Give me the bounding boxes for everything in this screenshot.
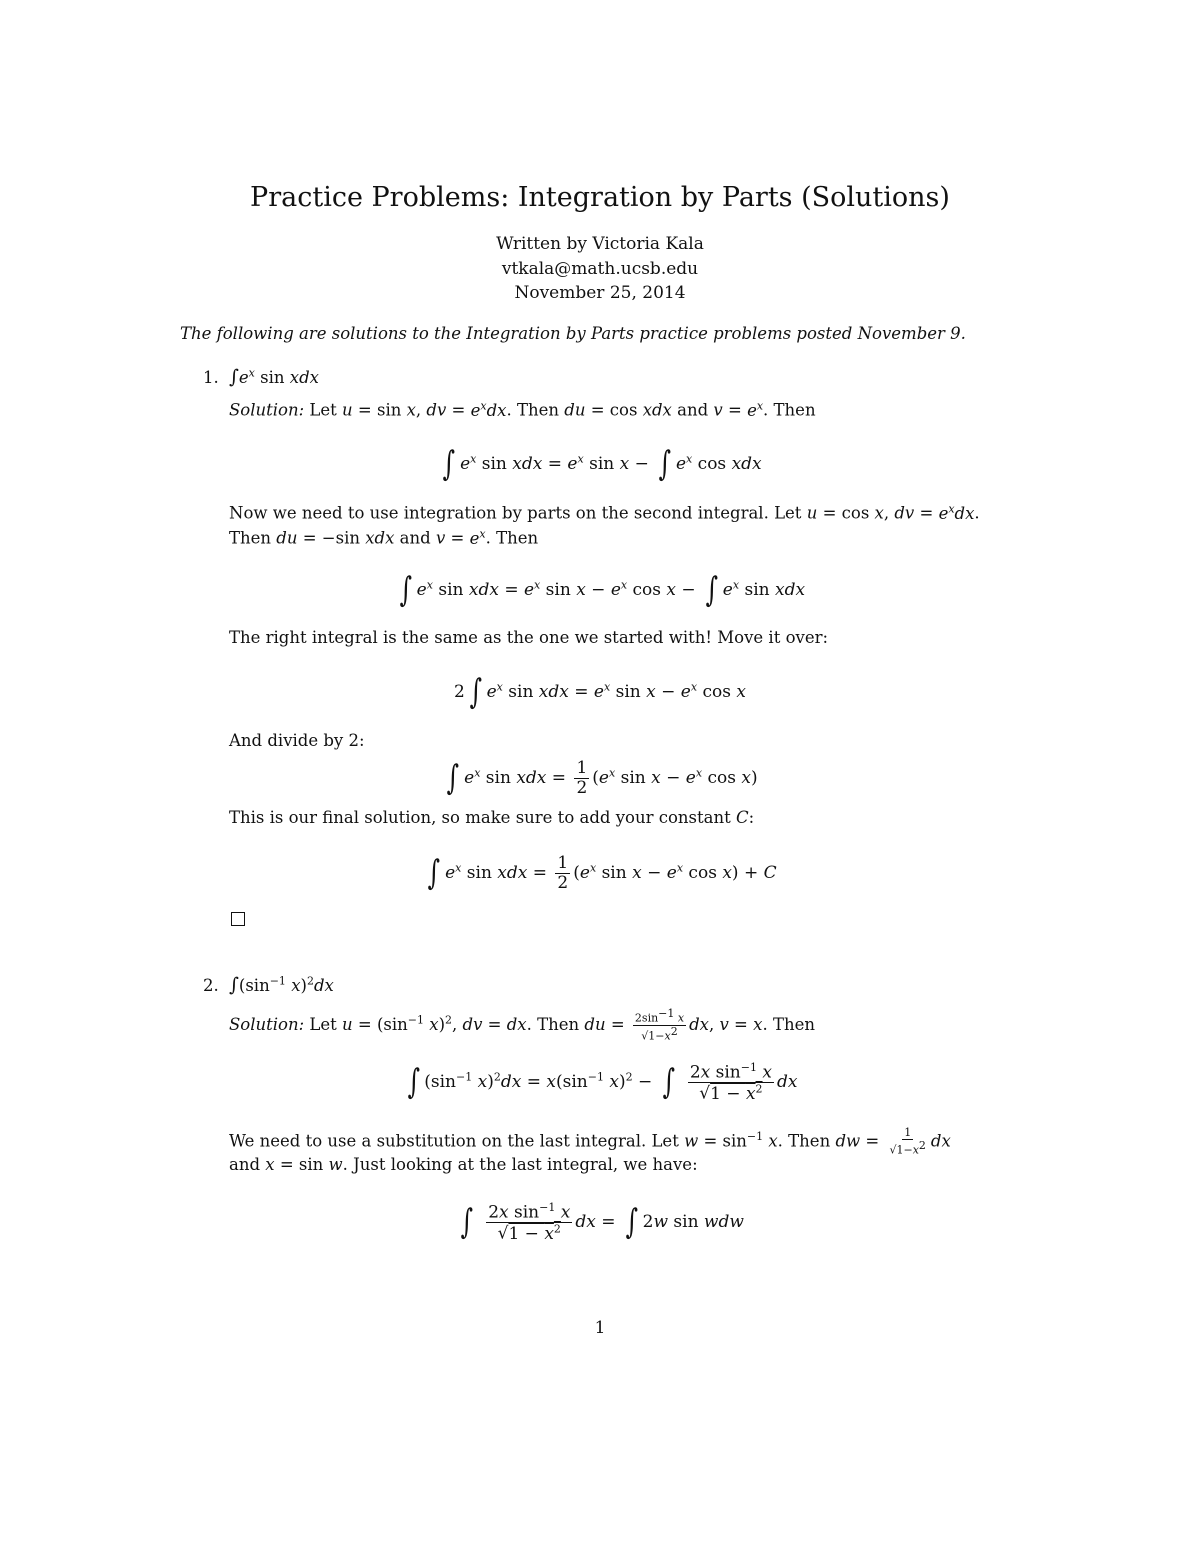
then-word: Then: [788, 1131, 831, 1151]
let-word: Let: [309, 400, 337, 420]
page-number: 1: [594, 1318, 606, 1338]
text-now: Now we need to use integration by parts on the second integral. Let: [229, 503, 802, 523]
problem-2-statement: $\int(\sin^{-1}$ x)$^2$dx: [229, 974, 334, 996]
problem-1-text-then: Then du = −sin xdx and $v = e^x$. Then: [229, 527, 539, 548]
problem-2-number: 2.: [203, 976, 219, 995]
text-substitution: We need to use a substitution on the last integral. Let: [229, 1131, 679, 1151]
problem-1-text-divide: And divide by 2:: [229, 731, 365, 750]
then-word: Then: [773, 400, 816, 420]
problem-1-text-now: Now we need to use integration by parts on the second integral. Let u = cos x, dv = $e^xdx$.: [229, 502, 980, 523]
equation-1d: ∫ $e^x$ sin xdx = $\frac{1}{2}$ ($e^x$ $\sin x - e^x$ cos x): [447, 758, 758, 798]
then-word: Then: [229, 528, 272, 548]
problem-1-text-right-integral: The right integral is the same as the one we started with! Move it over:: [229, 628, 829, 647]
author-email: vtkala@math.ucsb.edu: [501, 259, 699, 279]
intro-paragraph: The following are solutions to the Integration by Parts practice problems posted November 9.: [180, 324, 966, 343]
equation-1e: ∫ $e^x$ sin xdx = $\frac{1}{2}$ ($e^x$ $\sin x - e^x$ cos x) + C: [428, 853, 777, 893]
author-line: Written by Victoria Kala: [496, 234, 704, 254]
problem-1-number: 1.: [203, 368, 219, 387]
then-word: Then: [517, 400, 560, 420]
then-word: Then: [496, 528, 539, 548]
equation-1c: 2 ∫ $e^x$ sin xdx = $e^x$ $\sin x - e^x$ cos x: [454, 672, 746, 712]
problem-2-solution-line: Solution: Let $u = (\sin^{-1}$ x)$^2$, dv = dx. Then du = $\frac{2\sin^{-1} x}{√1-x^2}$ dx, v = x. Then: [229, 1007, 815, 1043]
then-word: Then: [537, 1014, 580, 1034]
text-looking: Just looking at the last integral, we have:: [353, 1155, 698, 1174]
equation-1b: ∫ $e^x$ sin xdx = $e^x$ $\sin x - e^x$ cos x − ∫ $e^x$ sin xdx: [399, 570, 806, 610]
problem-1-text-final: This is our final solution, so make sure to add your constant C:: [229, 808, 755, 827]
solution-label: Solution:: [229, 1014, 305, 1034]
let-word: Let: [309, 1014, 337, 1034]
and-word: and: [229, 1155, 261, 1174]
equation-2a: ∫ ($\sin^{-1}$ $x)^2dx = x(\sin^{-1}$ x)$^2$ − ∫ $\frac{2x \sin^{-1} x}{√1 - x^2}$ dx: [407, 1060, 798, 1104]
problem-1-solution-line: Solution: Let u = sin x, dv = $e^xdx$. Then du = cos xdx and $v = e^x$. Then: [229, 399, 816, 420]
problem-2-text-substitution: We need to use a substitution on the last integral. Let $w = \sin^{-1} x$. Then dw = $\frac{1}{√1-x^2}$ dx: [229, 1126, 951, 1157]
page-title: Practice Problems: Integration by Parts (Solutions): [250, 182, 950, 213]
solution-label: Solution:: [229, 400, 305, 420]
problem-2-text-looking: and x = sin w. Just looking at the last integral, we have:: [229, 1155, 698, 1174]
equation-1a: ∫ $e^x$ sin xdx = $e^x$ sin x − ∫ $e^x$ cos xdx: [443, 444, 762, 484]
qed-square-icon: [231, 912, 245, 926]
text-final: This is our final solution, so make sure to add your constant: [229, 808, 731, 827]
equation-2b: ∫ $\frac{2x \sin^{-1} x}{√1 - x^2}$ dx = ∫ 2w sin wdw: [460, 1200, 744, 1244]
then-word: Then: [772, 1014, 815, 1034]
document-date: November 25, 2014: [514, 283, 686, 303]
problem-1-statement: $\int e^x$ sin xdx: [229, 366, 319, 388]
